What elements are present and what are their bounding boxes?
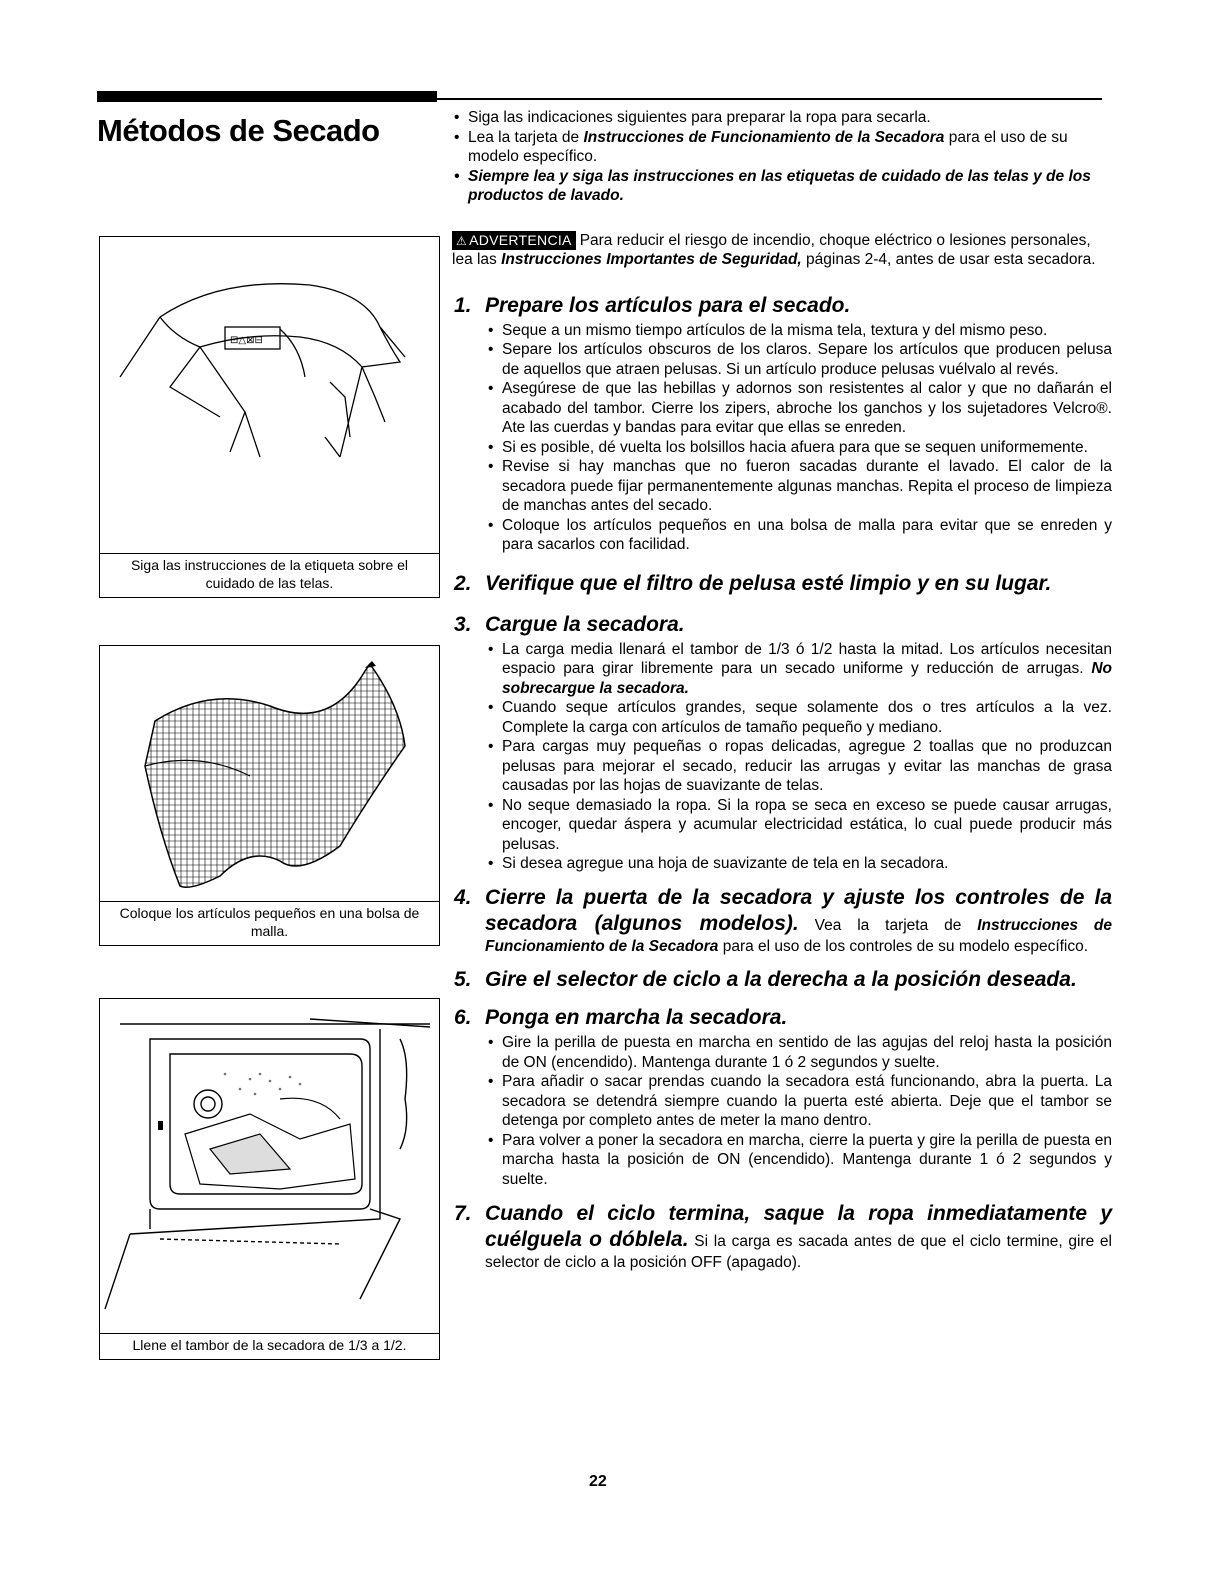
list-item: • Cuando seque artículos grandes, seque solamente dos o tres artículos a la vez. Complete la carga con artículos de tamaño pequeño y mediano. (485, 698, 1112, 737)
figure-caption: Llene el tambor de la secadora de 1/3 a 1/2. (100, 1333, 439, 1359)
list-item: • Gire la perilla de puesta en marcha en sentido de las agujas del reloj hasta la posición de ON (encendido). Mantenga durante 1 ó 2 segundos y suelte. (485, 1033, 1112, 1072)
step-6-list (485, 1033, 1112, 1189)
list-item: • Seque a un mismo tiempo artículos de la misma tela, textura y del mismo peso. (485, 321, 1112, 341)
step-3: 3. Cargue la secadora. • La carga media llenará el tambor de 1/3 ó 1/2 hasta la mitad. Los artículos necesitan espacio para girar libremente para un secado uniforme y reducción de arrugas. No sobrecargue la secadora. • Cuando seque artículos grandes, seque solamente dos o tres artículos a la vez. Complete la carga con artículos de tamaño pequeño y mediano. • Para cargas muy pequeñas o ropas delicadas, agregue 2 toallas que no produzcan pelusas para mejorar el secado, reducir las arrugas y evitar las manchas de grasa causadas por las hojas de suavizante de telas. • No seque demasiado la ropa. Si la ropa se seca en exceso se puede causar arrugas, encoger, quedar áspera y acumular electricidad estática, lo cual puede producir más pelusas. • Si desea agregue una hoja de suavizante de tela en la secadora. (452, 612, 1112, 874)
list-item: • Coloque los artículos pequeños en una bolsa de malla para evitar que se enreden y para sacarlos con facilidad. (485, 516, 1112, 555)
shirt-collar-illustration (100, 237, 439, 553)
list-item: • La carga media llenará el tambor de 1/3 ó 1/2 hasta la mitad. Los artículos necesitan espacio para girar libremente para un secado uniforme y reducción de arrugas. No sobrecargue la secadora. (485, 640, 1112, 699)
mesh-bag-illustration (100, 646, 439, 901)
page-number: 22 (589, 1473, 607, 1490)
intro-bullet: • Lea la tarjeta de Instrucciones de Funcionamiento de la Secadora para el uso de su modelo específico. (452, 128, 1112, 167)
step-title: Gire el selector de ciclo a la derecha a la posición deseada. (485, 968, 1077, 991)
step-title: Cargue la secadora. (485, 612, 685, 636)
figure-care-label (99, 236, 440, 598)
intro-bullet: • Siempre lea y siga las instrucciones en las etiquetas de cuidado de las telas y de los productos de lavado. (452, 167, 1112, 206)
list-item: • Asegúrese de que las hebillas y adornos son resistentes al calor y que no dañarán el acabado del tambor. Cierre los zipers, abroche los ganchos y los sujetadores Velcro®. Ate las cuerdas y bandas para evitar que ellas se enreden. (485, 379, 1112, 438)
warning-paragraph: ⚠ ADVERTENCIA Para reducir el riesgo de incendio, choque eléctrico o lesiones personales, lea las Instrucciones Importantes de Seguridad, páginas 2-4, antes de usar esta secadora. (452, 231, 1096, 268)
warning-triangle-icon: ⚠ (456, 233, 468, 248)
step-5: 5. Gire el selector de ciclo a la derecha a la posición deseada. (452, 967, 1112, 993)
page-title: Métodos de Secado (97, 113, 380, 148)
list-item: • Si desea agregue una hoja de suavizante de tela en la secadora. (485, 854, 1112, 874)
step-title: Cuando el ciclo termina, saque la ropa inmediatamente y cuélguela o dóblela. (485, 1202, 1112, 1251)
header-rule-thin (437, 98, 1102, 100)
step-2: 2. Verifique que el filtro de pelusa esté limpio y en su lugar. (452, 571, 1112, 597)
step-title: Prepare los artículos para el secado. (485, 293, 851, 317)
step-title: Verifique que el filtro de pelusa esté limpio y en su lugar. (485, 571, 1052, 595)
step-1: 1. Prepare los artículos para el secado. • Seque a un mismo tiempo artículos de la misma tela, textura y del mismo peso. • Separe los artículos obscuros de los claros. Separe los artículos que producen pelusa de aquellos que atraen pelusas. Si un artículo produce pelusas vuélvalo al revés. • Asegúrese de que las hebillas y adornos son resistentes al calor y que no dañarán el acabado del tambor. Cierre los zipers, abroche los ganchos y los sujetadores Velcro®. Ate las cuerdas y bandas para evitar que ellas se enreden. • Si es posible, dé vuelta los bolsillos hacia afuera para que se sequen uniformemente. • Revise si hay manchas que no fueron sacadas durante el lavado. El calor de la secadora puede fijar permanentemente algunas manchas. Repita el proceso de limpieza de manchas antes del secado. • Coloque los artículos pequeños en una bolsa de malla para evitar que se enreden y para sacarlos con facilidad. (452, 293, 1112, 555)
care-symbols-icon (230, 335, 263, 346)
dryer-drum-illustration (100, 999, 439, 1333)
warning-badge: ⚠ ADVERTENCIA (452, 231, 576, 250)
svg-text:⊡△⊠⊟: ⊡△⊠⊟ (230, 335, 263, 346)
step-title: Cierre la puerta de la secadora y ajuste los controles de la secadora (algunos modelos). (485, 885, 1112, 935)
list-item: • No seque demasiado la ropa. Si la ropa se seca en exceso se puede causar arrugas, encoger, quedar áspera y acumular electricidad estática, lo cual puede producir más pelusas. (485, 796, 1112, 855)
figure-caption: Siga las instrucciones de la etiqueta sobre el cuidado de las telas. (100, 553, 439, 597)
list-item: • Revise si hay manchas que no fueron sacadas durante el lavado. El calor de la secadora puede fijar permanentemente algunas manchas. Repita el proceso de limpieza de manchas antes del secado. (485, 457, 1112, 516)
header-rule-thick (97, 91, 437, 102)
list-item: • Para añadir o sacar prendas cuando la secadora está funcionando, abra la puerta. La secadora se detendrá siempre cuando la puerta esté abierta. Deje que el tambor se detenga por completo antes de meter la mano dentro. (485, 1072, 1112, 1131)
step-1-list (485, 321, 1112, 555)
step-6: 6. Ponga en marcha la secadora. • Gire la perilla de puesta en marcha en sentido de las agujas del reloj hasta la posición de ON (encendido). Mantenga durante 1 ó 2 segundos y suelte. • Para añadir o sacar prendas cuando la secadora está funcionando, abra la puerta. La secadora se detendrá siempre cuando la puerta esté abierta. Deje que el tambor se detenga por completo antes de meter la mano dentro. • Para volver a poner la secadora en marcha, cierre la puerta y gire la perilla de puesta en marcha hasta la posición de ON (encendido). Mantenga durante 1 ó 2 segundos y suelte. (452, 1005, 1112, 1189)
step-4: 4. Cierre la puerta de la secadora y ajuste los controles de la secadora (algunos modelos). Vea la tarjeta de Instrucciones de Funcionamiento de la Secadora para el uso de los controles de su modelo específico. (454, 885, 1112, 955)
main-content (452, 108, 1112, 1273)
list-item: • Separe los artículos obscuros de los claros. Separe los artículos que producen pelusa de aquellos que atraen pelusas. Si un artículo produce pelusas vuélvalo al revés. (485, 340, 1112, 379)
figure-mesh-bag (99, 645, 440, 946)
step-7: 7. Cuando el ciclo termina, saque la ropa inmediatamente y cuélguela o dóblela. Si la carga es sacada antes de que el ciclo termine, gire el selector de ciclo a la posición OFF (apagado). (454, 1202, 1112, 1271)
figure-dryer-drum (99, 998, 440, 1360)
list-item: • Para cargas muy pequeñas o ropas delicadas, agregue 2 toallas que no produzcan pelusas para mejorar el secado, reducir las arrugas y evitar las manchas de grasa causadas por las hojas de suavizante de telas. (485, 737, 1112, 796)
step-3-list (485, 640, 1112, 874)
intro-bullet: • Siga las indicaciones siguientes para preparar la ropa para secarla. (452, 108, 1112, 128)
step-title: Ponga en marcha la secadora. (485, 1006, 788, 1029)
list-item: • Para volver a poner la secadora en marcha, cierre la puerta y gire la perilla de puesta en marcha hasta la posición de ON (encendido). Mantenga durante 1 ó 2 segundos y suelte. (485, 1131, 1112, 1190)
figure-caption: Coloque los artículos pequeños en una bolsa de malla. (100, 901, 439, 945)
list-item: • Si es posible, dé vuelta los bolsillos hacia afuera para que se sequen uniformemente. (485, 438, 1112, 458)
intro-list (452, 108, 1112, 206)
